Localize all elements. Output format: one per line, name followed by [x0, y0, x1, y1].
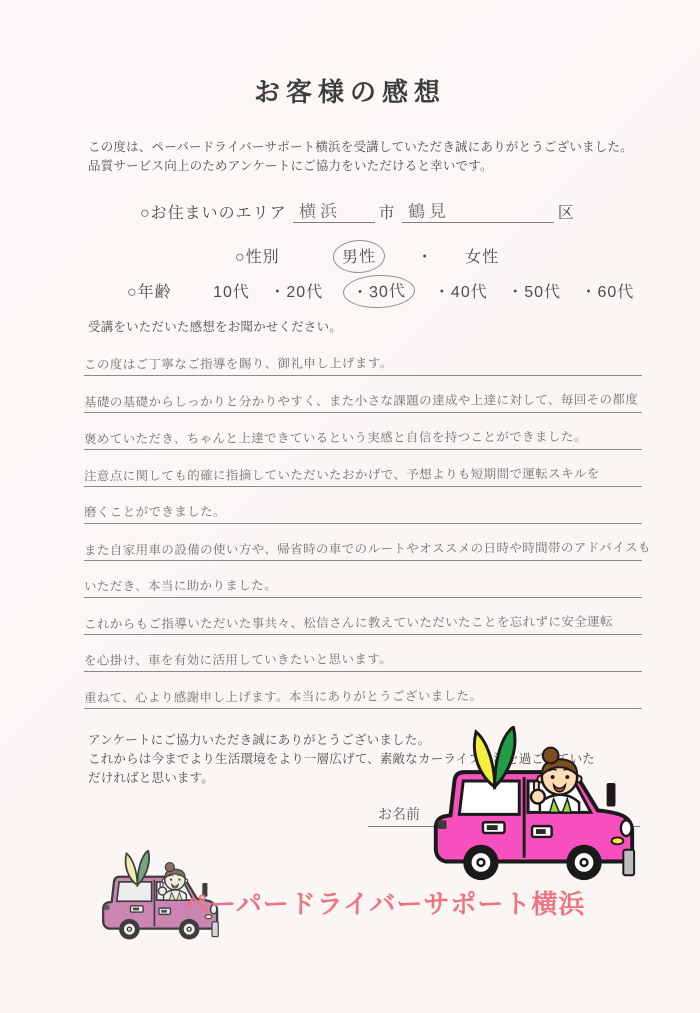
- age-option-50s: ・50代: [507, 284, 561, 301]
- age-option-30s-selected: ・30代: [342, 274, 415, 309]
- intro-line-2: 品質サービス向上のためアンケートにご協力をいただけると幸いです。: [88, 158, 493, 173]
- page-title: お客様の感想: [253, 77, 446, 107]
- handwritten-line: 褒めていただき、ちゃんと上達できているという実感と自信を持つことができました。: [84, 413, 642, 450]
- gender-label: ○性別: [235, 249, 280, 266]
- gender-separator: ・: [416, 249, 434, 266]
- handwritten-line: また自家用車の設備の使い方や、帰省時の車でのルートやオススメの日時や時間帯のアドバイスも: [84, 524, 642, 561]
- area-ward-suffix: 区: [557, 205, 575, 222]
- handwritten-line: を心掛け、車を有効に活用していきたいと思います。: [84, 635, 642, 672]
- area-city-suffix: 市: [378, 205, 396, 222]
- age-option-10s: 10代: [213, 284, 250, 301]
- intro-line-1: この度は、ペーパードライバーサポート横浜を受講していただき誠にありがとうございました。: [88, 140, 633, 154]
- area-city-field: [293, 197, 375, 223]
- handwritten-line: これからもご指導いただいた事共々、松信さんに教えていただいたことを忘れずに安全運転: [84, 598, 642, 635]
- area-ward-field: [402, 197, 554, 223]
- feedback-lines: [83, 339, 651, 709]
- age-label: ○年齢: [127, 284, 172, 301]
- age-option-40s: ・40代: [433, 284, 488, 301]
- feedback-prompt: 受講をいただいた感想をお聞かせください。: [88, 320, 343, 334]
- handwritten-line: 重ねて、心より感謝申し上げます。本当にありがとうございました。: [84, 672, 642, 709]
- closing-line-1: アンケートにご協力いただき誠にありがとうございました。: [88, 733, 431, 747]
- pink-car-with-driver-illustration: [424, 726, 640, 888]
- closing-line-3: だければと思います。: [88, 770, 215, 785]
- handwritten-line: 注意点に関しても的確に指摘していただいたおかげで、予想よりも短期間で運転スキルを: [84, 450, 642, 487]
- age-option-20s: ・20代: [269, 284, 324, 301]
- age-row: [127, 275, 648, 308]
- residence-area-row: [140, 197, 575, 223]
- brand-logo-text: ペーパードライバーサポート横浜: [183, 889, 586, 919]
- handwritten-line: いただき、本当に助かりました。: [84, 561, 642, 598]
- intro-text: [88, 138, 633, 176]
- area-label: ○お住まいのエリア: [140, 205, 287, 222]
- area-ward-handwritten-value: 鶴見: [407, 201, 450, 222]
- area-city-handwritten-value: 横浜: [298, 201, 341, 222]
- closing-line-2: これからは今までより生活環境をより一層広げて、素敵なカーライフ生活を過ごしていた: [88, 751, 596, 766]
- gender-option-female: 女性: [465, 249, 500, 266]
- handwritten-line: 基礎の基礎からしっかりと分かりやすく、また小さな課題の達成や上達に対して、毎回その都度: [84, 376, 642, 413]
- age-option-60s: ・60代: [580, 284, 635, 301]
- gender-row: [235, 240, 499, 273]
- name-label: お名前: [378, 806, 420, 822]
- handwritten-line: 磨くことができました。: [84, 487, 642, 524]
- handwritten-line: この度はご丁寧なご指導を賜り、御礼申し上げます。: [84, 339, 642, 376]
- gender-option-male-selected: 男性: [333, 239, 386, 274]
